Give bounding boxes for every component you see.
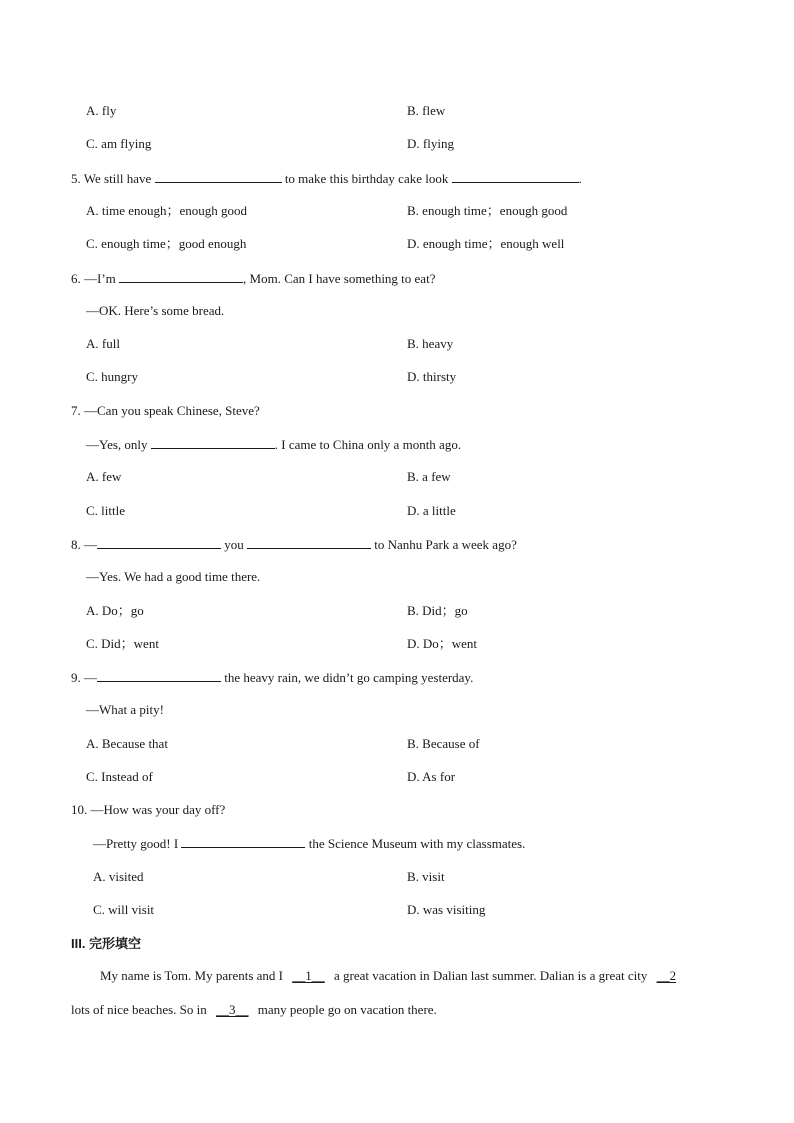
q8-reply: —Yes. We had a good time there.	[86, 569, 261, 584]
q10-option-c[interactable]: C. will visit	[93, 902, 155, 917]
q8-option-b[interactable]: B. Did；go	[407, 603, 468, 618]
q5-stem-part1: 5. We still have	[71, 171, 152, 186]
q6-reply: —OK. Here’s some bread.	[86, 303, 225, 318]
q7-option-d[interactable]: D. a little	[407, 503, 456, 518]
q9-option-c[interactable]: C. Instead of	[86, 769, 153, 784]
q6-blank	[119, 270, 243, 283]
q10-reply-part2: the Science Museum with my classmates.	[308, 836, 526, 851]
q7-reply-part2: . I came to China only a month ago.	[274, 437, 462, 452]
q6-stem-part2: , Mom. Can I have something to eat?	[243, 271, 436, 286]
q9-option-b[interactable]: B. Because of	[407, 736, 480, 751]
cloze-blank-3[interactable]: __3__	[216, 1002, 249, 1017]
q7-stem: 7. —Can you speak Chinese, Steve?	[71, 403, 260, 418]
cloze-text-2: a great vacation in Dalian last summer. Dalian is a great city	[334, 968, 648, 983]
q8-stem-part1: 8. —	[71, 537, 97, 552]
q5-stem-part3: .	[578, 171, 582, 186]
q9-stem-part2: the heavy rain, we didn’t go camping yesterday.	[224, 670, 474, 685]
q6-option-c[interactable]: C. hungry	[86, 369, 138, 384]
q9-stem	[71, 669, 473, 686]
q9-option-d[interactable]: D. As for	[407, 769, 456, 784]
q10-option-d[interactable]: D. was visiting	[407, 902, 486, 917]
cloze-text-4: many people go on vacation there.	[257, 1002, 437, 1017]
q7-reply-part1: —Yes, only	[86, 437, 148, 452]
section-heading-cloze: III. 完形填空	[71, 936, 142, 951]
q7-option-c[interactable]: C. little	[86, 503, 125, 518]
cloze-text-1: My name is Tom. My parents and I	[100, 968, 283, 983]
q8-stem-part3: to Nanhu Park a week ago?	[374, 537, 517, 552]
q5-option-c[interactable]: C. enough time；good enough	[86, 236, 247, 251]
cloze-text-3: lots of nice beaches. So in	[71, 1002, 207, 1017]
q7-blank	[151, 436, 275, 449]
q7-option-b[interactable]: B. a few	[407, 469, 451, 484]
cloze-blank-1[interactable]: __1__	[292, 968, 325, 983]
q9-option-a[interactable]: A. Because that	[86, 736, 168, 751]
q4-option-b[interactable]: B. flew	[407, 103, 446, 118]
q9-blank	[97, 669, 221, 682]
q5-stem-part2: to make this birthday cake look	[284, 171, 449, 186]
q7-option-a[interactable]: A. few	[86, 469, 122, 484]
q5-stem	[71, 170, 582, 187]
q5-option-a[interactable]: A. time enough；enough good	[86, 203, 248, 218]
q6-stem-part1: 6. —I’m	[71, 271, 116, 286]
q5-option-b[interactable]: B. enough time；enough good	[407, 203, 568, 218]
q4-option-d[interactable]: D. flying	[407, 136, 454, 151]
q5-blank-2	[452, 170, 579, 183]
q10-reply	[93, 835, 525, 852]
q10-blank	[181, 835, 305, 848]
cloze-blank-2[interactable]: __2	[656, 968, 677, 983]
q5-blank-1	[155, 170, 282, 183]
cloze-paragraph-line1	[100, 968, 676, 984]
q6-option-d[interactable]: D. thirsty	[407, 369, 457, 384]
q6-option-b[interactable]: B. heavy	[407, 336, 454, 351]
q9-reply: —What a pity!	[86, 702, 164, 717]
q4-option-a[interactable]: A. fly	[86, 103, 117, 118]
q8-option-d[interactable]: D. Do；went	[407, 636, 478, 651]
q10-stem: 10. —How was your day off?	[71, 802, 226, 817]
q6-stem	[71, 270, 435, 287]
q8-option-c[interactable]: C. Did；went	[86, 636, 159, 651]
q4-option-c[interactable]: C. am flying	[86, 136, 152, 151]
q8-blank-1	[97, 536, 221, 549]
q8-stem	[71, 536, 517, 553]
cloze-paragraph-line2	[71, 1002, 437, 1018]
q8-stem-part2: you	[224, 537, 244, 552]
q8-blank-2	[247, 536, 371, 549]
q8-option-a[interactable]: A. Do；go	[86, 603, 144, 618]
q5-option-d[interactable]: D. enough time；enough well	[407, 236, 565, 251]
q10-option-a[interactable]: A. visited	[93, 869, 144, 884]
q10-reply-part1: —Pretty good! I	[93, 836, 179, 851]
q10-option-b[interactable]: B. visit	[407, 869, 445, 884]
q7-reply	[86, 436, 461, 453]
q9-stem-part1: 9. —	[71, 670, 97, 685]
q6-option-a[interactable]: A. full	[86, 336, 120, 351]
